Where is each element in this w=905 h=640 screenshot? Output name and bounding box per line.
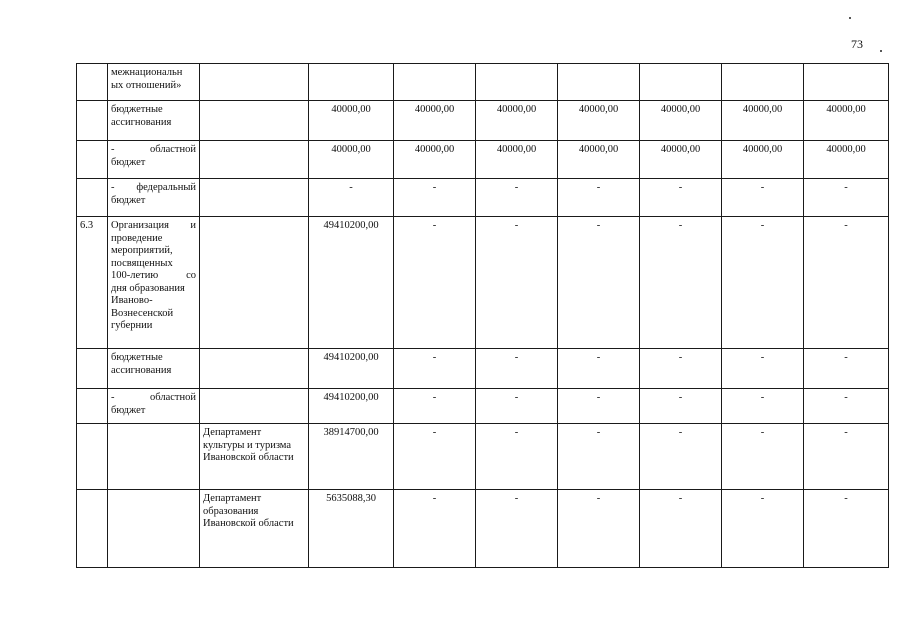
row-index bbox=[77, 490, 108, 568]
table-row bbox=[77, 490, 889, 568]
row-executor bbox=[200, 349, 309, 389]
budget-table bbox=[76, 63, 889, 568]
row-name-line: Организация и bbox=[111, 220, 196, 231]
row-name-line: бюджет bbox=[111, 156, 146, 168]
row-year-value: - bbox=[722, 349, 804, 389]
row-total bbox=[309, 64, 394, 101]
scan-speck bbox=[880, 50, 882, 52]
row-name bbox=[108, 424, 200, 490]
row-year-value: 40000,00 bbox=[476, 101, 558, 141]
row-year-value bbox=[722, 64, 804, 101]
row-executor: Департамент культуры и туризма Ивановской области bbox=[200, 424, 309, 490]
row-name-line: ассигнования bbox=[111, 364, 172, 376]
row-total: 40000,00 bbox=[309, 141, 394, 179]
table-row bbox=[77, 389, 889, 424]
row-total: 49410200,00 bbox=[309, 389, 394, 424]
row-year-value: 40000,00 bbox=[394, 101, 476, 141]
row-index bbox=[77, 179, 108, 217]
row-year-value: - bbox=[640, 389, 722, 424]
row-name-line: бюджет bbox=[111, 404, 146, 416]
row-name-line: дня образования bbox=[111, 282, 185, 294]
row-year-value: 40000,00 bbox=[558, 141, 640, 179]
row-name-line: ассигнования bbox=[111, 116, 172, 128]
row-name-line: - федеральный bbox=[111, 182, 196, 193]
row-year-value: 40000,00 bbox=[804, 101, 889, 141]
row-name-line: - областной bbox=[111, 392, 196, 403]
row-year-value: - bbox=[804, 490, 889, 568]
row-year-value: - bbox=[558, 490, 640, 568]
row-year-value: - bbox=[476, 424, 558, 490]
row-name-line: посвященных bbox=[111, 257, 173, 269]
row-year-value: 40000,00 bbox=[722, 141, 804, 179]
row-year-value bbox=[394, 64, 476, 101]
row-name-line: проведение bbox=[111, 232, 163, 244]
row-year-value bbox=[804, 64, 889, 101]
row-name bbox=[108, 389, 200, 424]
row-executor bbox=[200, 101, 309, 141]
row-name bbox=[108, 349, 200, 389]
row-name-line: губернии bbox=[111, 320, 153, 331]
row-year-value: - bbox=[558, 179, 640, 217]
row-total: 49410200,00 bbox=[309, 349, 394, 389]
row-total: 38914700,00 bbox=[309, 424, 394, 490]
row-index bbox=[77, 64, 108, 101]
row-year-value: - bbox=[558, 389, 640, 424]
row-executor bbox=[200, 141, 309, 179]
table-row bbox=[77, 424, 889, 490]
row-year-value: - bbox=[476, 217, 558, 349]
row-name-line: бюджет bbox=[111, 194, 146, 206]
row-index bbox=[77, 101, 108, 141]
table-row bbox=[77, 349, 889, 389]
table-row bbox=[77, 217, 889, 349]
row-name bbox=[108, 64, 200, 101]
row-year-value: - bbox=[476, 389, 558, 424]
row-executor bbox=[200, 389, 309, 424]
row-year-value: - bbox=[394, 217, 476, 349]
row-total: 5635088,30 bbox=[309, 490, 394, 568]
row-year-value: - bbox=[476, 349, 558, 389]
row-year-value: - bbox=[722, 389, 804, 424]
row-name bbox=[108, 217, 200, 349]
row-year-value: 40000,00 bbox=[640, 101, 722, 141]
table-row bbox=[77, 141, 889, 179]
row-year-value: - bbox=[640, 217, 722, 349]
row-year-value: - bbox=[722, 490, 804, 568]
row-year-value: 40000,00 bbox=[640, 141, 722, 179]
page-number: 73 bbox=[851, 37, 863, 51]
row-year-value: - bbox=[640, 349, 722, 389]
row-year-value: - bbox=[804, 179, 889, 217]
row-year-value: 40000,00 bbox=[722, 101, 804, 141]
row-total: 49410200,00 bbox=[309, 217, 394, 349]
row-year-value: - bbox=[640, 179, 722, 217]
row-year-value: - bbox=[558, 349, 640, 389]
row-name-line: бюджетные bbox=[111, 104, 163, 115]
row-name bbox=[108, 179, 200, 217]
row-executor bbox=[200, 64, 309, 101]
table-row bbox=[77, 179, 889, 217]
row-year-value: - bbox=[722, 424, 804, 490]
row-year-value: - bbox=[722, 179, 804, 217]
table-row bbox=[77, 64, 889, 101]
table-row bbox=[77, 101, 889, 141]
row-index bbox=[77, 349, 108, 389]
row-year-value: - bbox=[394, 349, 476, 389]
row-year-value: - bbox=[804, 349, 889, 389]
row-index bbox=[77, 389, 108, 424]
row-year-value: - bbox=[804, 217, 889, 349]
row-year-value: - bbox=[476, 179, 558, 217]
row-name-line: Иваново- bbox=[111, 295, 153, 306]
row-year-value: 40000,00 bbox=[476, 141, 558, 179]
row-year-value: - bbox=[558, 424, 640, 490]
row-executor bbox=[200, 179, 309, 217]
row-name-line: межнациональн bbox=[111, 67, 183, 78]
row-year-value: - bbox=[640, 424, 722, 490]
row-year-value: - bbox=[394, 389, 476, 424]
row-year-value: - bbox=[558, 217, 640, 349]
row-executor: Департамент образования Ивановской области bbox=[200, 490, 309, 568]
row-name bbox=[108, 490, 200, 568]
row-year-value: 40000,00 bbox=[804, 141, 889, 179]
row-year-value: - bbox=[640, 490, 722, 568]
row-index: 6.3 bbox=[77, 217, 108, 349]
row-name-line: бюджетные bbox=[111, 352, 163, 363]
row-year-value bbox=[640, 64, 722, 101]
row-year-value: - bbox=[394, 179, 476, 217]
row-name-line: 100-летию со bbox=[111, 270, 196, 281]
row-index bbox=[77, 424, 108, 490]
row-year-value bbox=[558, 64, 640, 101]
scan-speck bbox=[849, 17, 851, 19]
row-year-value: 40000,00 bbox=[394, 141, 476, 179]
row-executor bbox=[200, 217, 309, 349]
row-year-value: - bbox=[476, 490, 558, 568]
row-year-value: 40000,00 bbox=[558, 101, 640, 141]
row-name-line: Вознесенской bbox=[111, 307, 174, 319]
row-name-line: ых отношений» bbox=[111, 79, 182, 91]
row-year-value bbox=[476, 64, 558, 101]
row-year-value: - bbox=[804, 389, 889, 424]
row-total: - bbox=[309, 179, 394, 217]
row-name bbox=[108, 101, 200, 141]
row-total: 40000,00 bbox=[309, 101, 394, 141]
row-index bbox=[77, 141, 108, 179]
row-year-value: - bbox=[394, 490, 476, 568]
row-name bbox=[108, 141, 200, 179]
row-year-value: - bbox=[804, 424, 889, 490]
row-year-value: - bbox=[722, 217, 804, 349]
row-year-value: - bbox=[394, 424, 476, 490]
row-name-line: - областной bbox=[111, 144, 196, 155]
row-name-line: мероприятий, bbox=[111, 245, 173, 256]
